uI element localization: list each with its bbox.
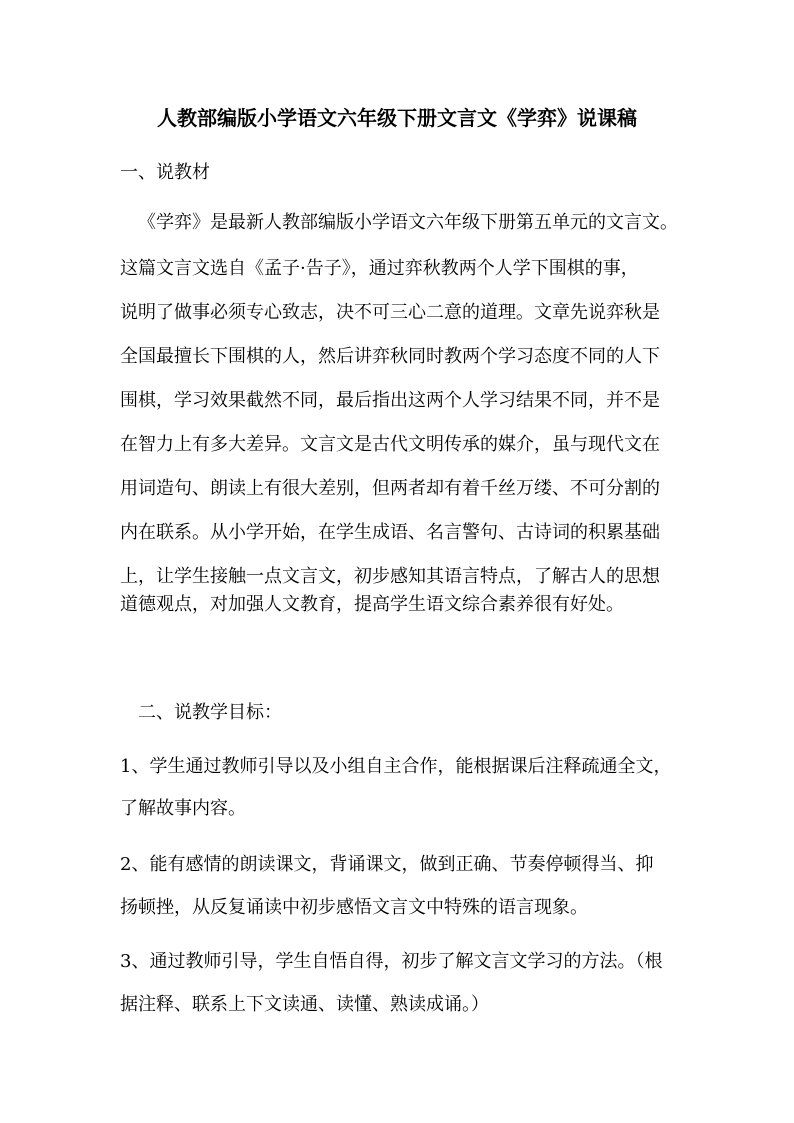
- goal-line: 1、学生通过教师引导以及小组自主合作，能根据课后注释疏通全文，: [120, 756, 672, 777]
- paragraph-line: 上，让学生接触一点文言文，初步感知其语言特点，了解古人的思想: [120, 566, 660, 587]
- paragraph-line: 说明了做事必须专心致志，决不可三心二意的道理。文章先说弈秋是: [120, 302, 660, 323]
- goal-line: 3、通过教师引导，学生自悟自得，初步了解文言文学习的方法。（根: [120, 951, 663, 972]
- paragraph-line: 道德观点，对加强人文教育，提高学生语文综合素养很有好处。: [120, 594, 624, 615]
- section1-heading: 一、说教材: [120, 162, 210, 183]
- document-title: 人教部编版小学语文六年级下册文言文《学弈》说课稿: [157, 106, 637, 130]
- goal-line: 2、能有感情的朗读课文，背诵课文，做到正确、节奏停顿得当、抑: [120, 854, 654, 875]
- section2-heading: 二、说教学目标：: [138, 702, 282, 723]
- goal-line: 据注释、联系上下文读通、读懂、熟读成诵。）: [120, 994, 489, 1015]
- paragraph-line: 《学弈》是最新人教部编版小学语文六年级下册第五单元的文言文。: [138, 212, 678, 233]
- paragraph-line: 内在联系。从小学开始，在学生成语、名言警句、古诗词的积累基础: [120, 522, 660, 543]
- paragraph-line: 全国最擅长下围棋的人，然后讲弈秋同时教两个学习态度不同的人下: [120, 346, 660, 367]
- goal-line: 扬顿挫，从反复诵读中初步感悟文言文中特殊的语言现象。: [120, 897, 588, 918]
- paragraph-line: 用词造句、朗读上有很大差别，但两者却有着千丝万缕、不可分割的: [120, 478, 660, 499]
- paragraph-line: 这篇文言文选自《孟子·告子》，通过弈秋教两个人学下围棋的事，: [120, 258, 639, 279]
- paragraph-line: 围棋，学习效果截然不同，最后指出这两个人学习结果不同，并不是: [120, 390, 660, 411]
- paragraph-line: 在智力上有多大差异。文言文是古代文明传承的媒介，虽与现代文在: [120, 434, 660, 455]
- goal-line: 了解故事内容。: [120, 798, 246, 819]
